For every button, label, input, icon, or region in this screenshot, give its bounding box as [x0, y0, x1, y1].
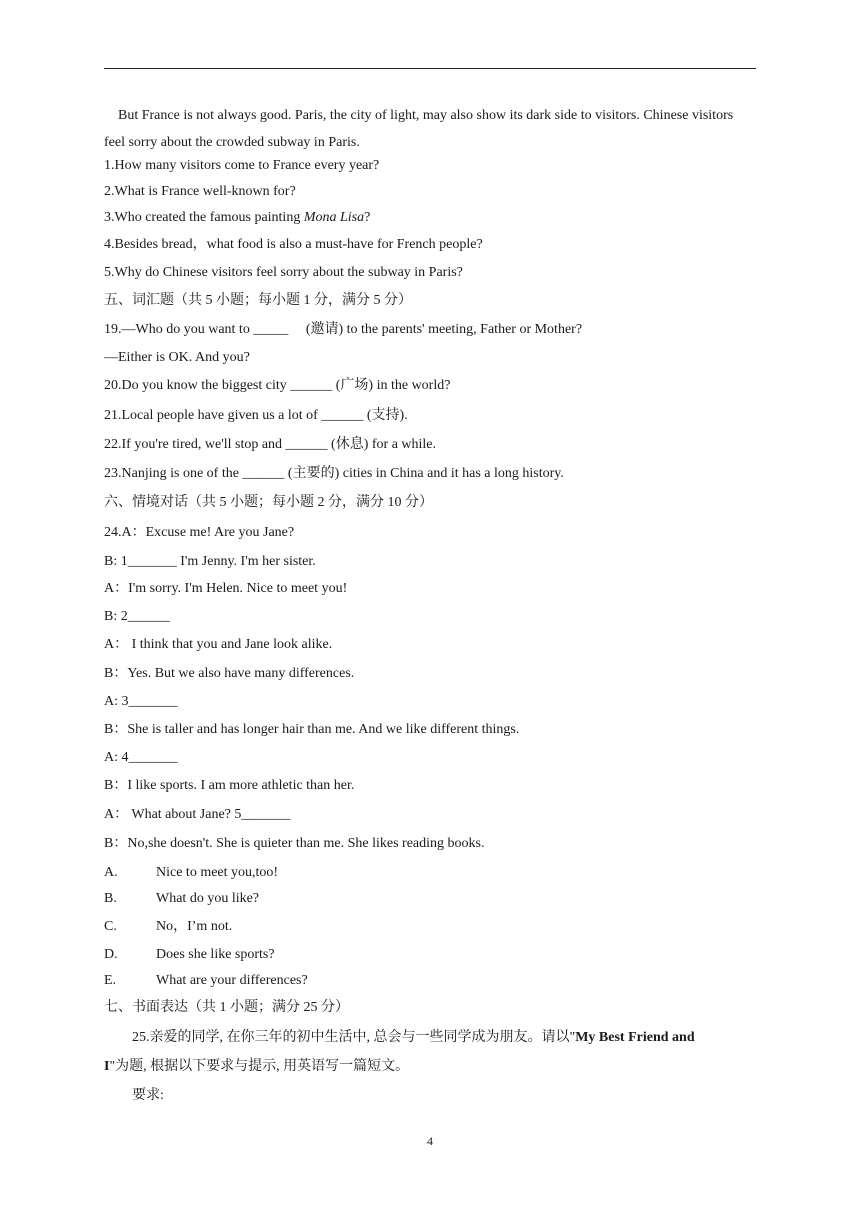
dialogue-line: A： I think that you and Jane look alike.	[104, 637, 333, 652]
section-6-heading: 六、情境对话（共 5 小题；每小题 2 分，满分 10 分）	[104, 495, 433, 510]
dialogue-line: A: 4_______	[104, 750, 178, 765]
dialogue-line: B: 2______	[104, 609, 170, 624]
option-text: What are your differences?	[156, 973, 308, 988]
requirements-label: 要求:	[132, 1088, 164, 1103]
option-text: Nice to meet you,too!	[156, 865, 279, 880]
dialogue-line: B：No,she doesn't. She is quieter than me. She likes reading books.	[104, 836, 485, 851]
section-5-heading: 五、词汇题（共 5 小题；每小题 1 分，满分 5 分）	[104, 293, 412, 308]
vocab-item-21: 21.Local people have given us a lot of ______ (支持).	[104, 408, 408, 423]
passage-paragraph	[104, 102, 756, 156]
dialogue-line: A: 3_______	[104, 694, 178, 709]
dialogue-line: B：She is taller and has longer hair than me. And we like different things.	[104, 722, 520, 737]
section-7-heading: 七、书面表达（共 1 小题；满分 25 分）	[104, 1000, 349, 1015]
passage-line-2: visitors feel sorry about the crowded subway in Paris.	[104, 108, 734, 150]
vocab-item-23: 23.Nanjing is one of the ______ (主要的) cities in China and it has a long history.	[104, 466, 564, 481]
dialogue-line: B: 1_______ I'm Jenny. I'm her sister.	[104, 554, 316, 569]
vocab-item-19: 19.—Who do you want to _____ (邀请) to the parents' meeting, Father or Mother?	[104, 322, 583, 337]
vocab-item-20: 20.Do you know the biggest city ______ (广场) in the world?	[104, 378, 451, 393]
option-letter: B.	[104, 891, 117, 906]
vocab-item-22: 22.If you're tired, we'll stop and ______ (休息) for a while.	[104, 437, 437, 452]
option-text: What do you like?	[156, 891, 260, 906]
option-letter: E.	[104, 973, 117, 988]
dialogue-line: A： What about Jane? 5_______	[104, 807, 291, 822]
essay-title-part-2: I	[104, 1059, 110, 1074]
essay-prompt-line-1	[132, 1029, 695, 1047]
essay-prompt-text-2: "为题, 根据以下要求与提示, 用英语写一篇短文。	[109, 1059, 410, 1074]
question-5: 5.Why do Chinese visitors feel sorry about the subway in Paris?	[104, 265, 463, 280]
question-3-suffix: ?	[364, 210, 371, 225]
option-letter: A.	[104, 865, 118, 880]
option-letter: C.	[104, 919, 117, 934]
question-1: 1.How many visitors come to France every year?	[104, 158, 380, 173]
essay-title-part-1: My Best Friend and	[575, 1030, 695, 1045]
dialogue-line: B：Yes. But we also have many differences.	[104, 666, 355, 681]
painting-title: Mona Lisa	[303, 210, 365, 225]
question-2: 2.What is France well-known for?	[104, 184, 296, 199]
dialogue-line: B：I like sports. I am more athletic than her.	[104, 778, 355, 793]
question-3	[104, 209, 370, 227]
option-letter: D.	[104, 947, 118, 962]
essay-prompt-text: 25.亲爱的同学, 在你三年的初中生活中, 总会与一些同学成为朋友。请以"	[132, 1030, 576, 1045]
header-rule	[104, 68, 756, 69]
dialogue-line: A：I'm sorry. I'm Helen. Nice to meet you!	[104, 581, 348, 596]
dialogue-line: 24.A：Excuse me! Are you Jane?	[104, 525, 295, 540]
vocab-item-19-reply: —Either is OK. And you?	[104, 350, 250, 365]
question-3-prefix: 3.Who created the famous painting	[104, 210, 304, 225]
essay-prompt-line-2	[104, 1058, 409, 1076]
option-text: No，I’m not.	[156, 919, 233, 934]
passage-line-1: But France is not always good. Paris, the city of light, may also show its dark side to visitors. Chinese	[118, 108, 689, 123]
option-text: Does she like sports?	[156, 947, 275, 962]
page-number: 4	[427, 1134, 433, 1148]
question-4: 4.Besides bread，what food is also a must-have for French people?	[104, 237, 483, 252]
